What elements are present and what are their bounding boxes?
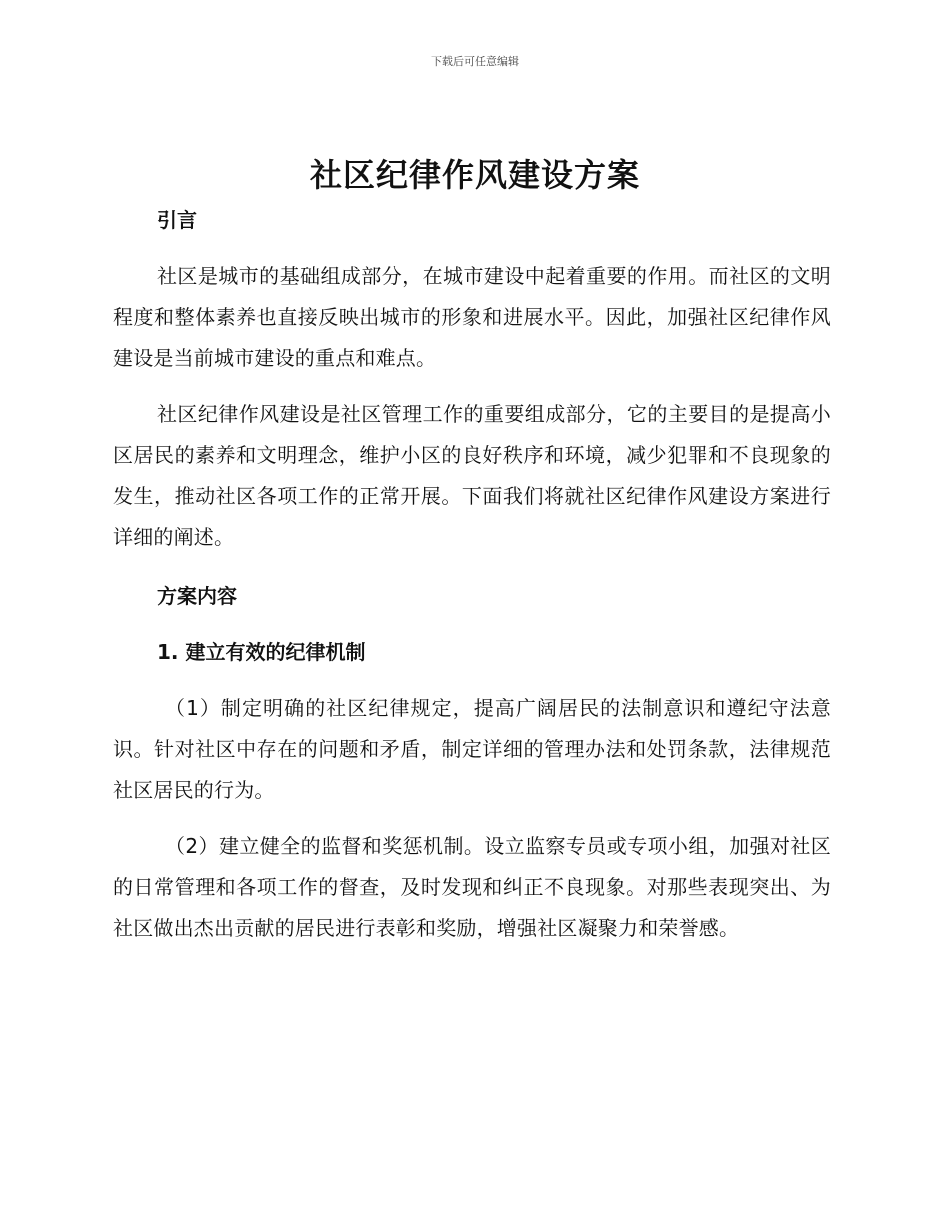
list-item-2: （2）建立健全的监督和奖惩机制。设立监察专员或专项小组，加强对社区的日常管理和各项工作的督查，及时发现和纠正不良现象。对那些表现突出、为社区做出杰出贡献的居民进行表彰和奖励，增强社区凝聚力和荣誉感。 — [113, 834, 831, 940]
document-title: 社区纪律作风建设方案 — [309, 156, 640, 194]
intro-paragraph-1: 社区是城市的基础组成部分，在城市建设中起着重要的作用。而社区的文明程度和整体素养也直接反映出城市的形象和进展水平。因此，加强社区纪律作风建设是当前城市建设的重点和难点。 — [113, 264, 831, 370]
page-header-note: 下载后可任意编辑 — [431, 55, 519, 68]
document-body — [113, 200, 831, 949]
section-1-heading: 1. 建立有效的纪律机制 — [157, 640, 366, 664]
list-item-1: （1）制定明确的社区纪律规定，提高广阔居民的法制意识和遵纪守法意识。针对社区中存在的问题和矛盾，制定详细的管理办法和处罚条款，法律规范社区居民的行为。 — [113, 696, 831, 802]
plan-heading: 方案内容 — [157, 584, 237, 608]
intro-heading: 引言 — [157, 208, 197, 232]
intro-paragraph-2: 社区纪律作风建设是社区管理工作的重要组成部分，它的主要目的是提高小区居民的素养和文明理念，维护小区的良好秩序和环境，减少犯罪和不良现象的发生，推动社区各项工作的正常开展。下面我们将就社区纪律作风建设方案进行详细的阐述。 — [113, 402, 831, 549]
